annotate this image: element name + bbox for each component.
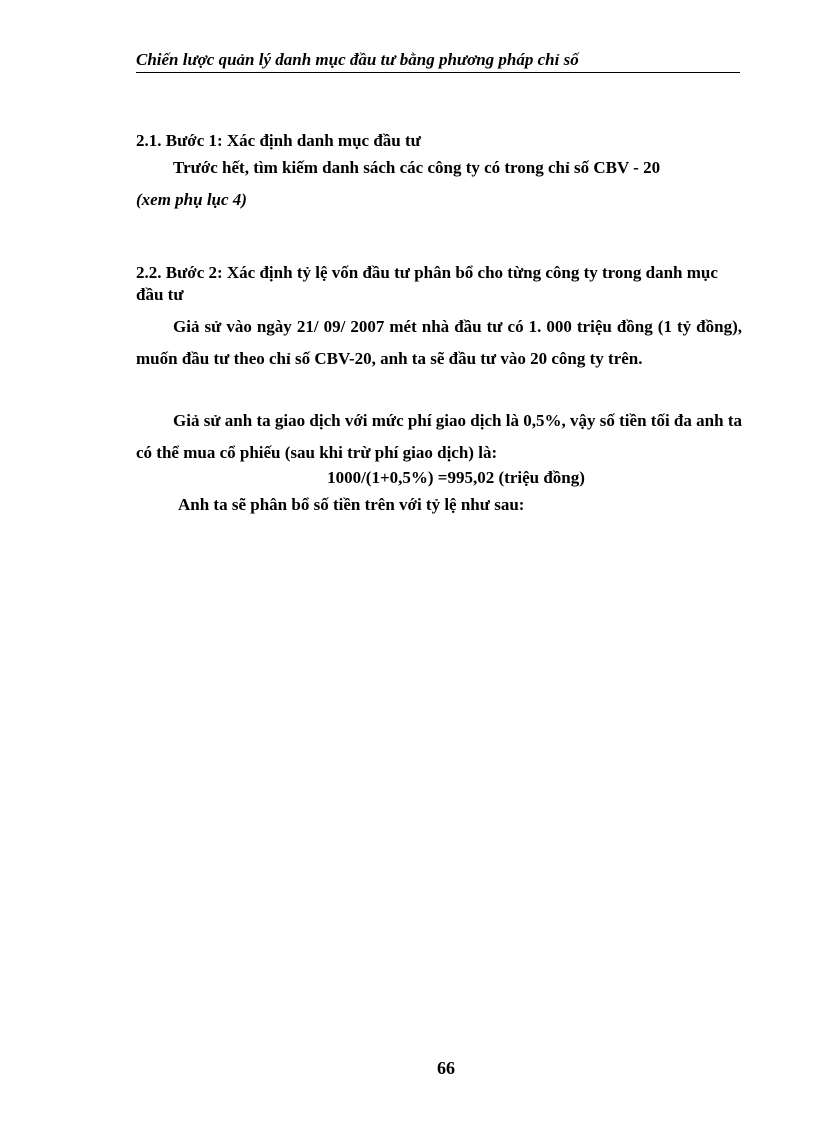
running-header: Chiến lược quản lý danh mục đầu tư bằng phương pháp chỉ số — [136, 50, 740, 73]
formula: 1000/(1+0,5%) =995,02 (triệu đồng) — [327, 468, 585, 487]
appendix-reference: (xem phụ lục 4) — [136, 190, 247, 209]
section-2-paragraph-3: Anh ta sẽ phân bổ số tiền trên với tỷ lệ như sau: — [178, 495, 525, 514]
page-number: 66 — [437, 1058, 455, 1078]
section-2-paragraph-1: Giả sử vào ngày 21/ 09/ 2007 mét nhà đầu tư có 1. 000 triệu đồng (1 tỷ đồng), muốn đầu tư theo chỉ số CBV-20, anh ta sẽ đầu tư vào 20 công ty trên. — [136, 317, 742, 368]
section-1-heading: 2.1. Bước 1: Xác định danh mục đầu tư — [136, 131, 421, 150]
section-2-heading: 2.2. Bước 2: Xác định tỷ lệ vốn đầu tư phân bổ cho từng công ty trong danh mục đầu tư — [136, 263, 718, 304]
section-2-paragraph-2: Giả sử anh ta giao dịch với mức phí giao dịch là 0,5%, vậy số tiền tối đa anh ta có thể mua cổ phiếu (sau khi trừ phí giao dịch) là: — [136, 411, 742, 462]
section-1-paragraph: Trước hết, tìm kiếm danh sách các công ty có trong chỉ số CBV - 20 — [173, 158, 661, 177]
